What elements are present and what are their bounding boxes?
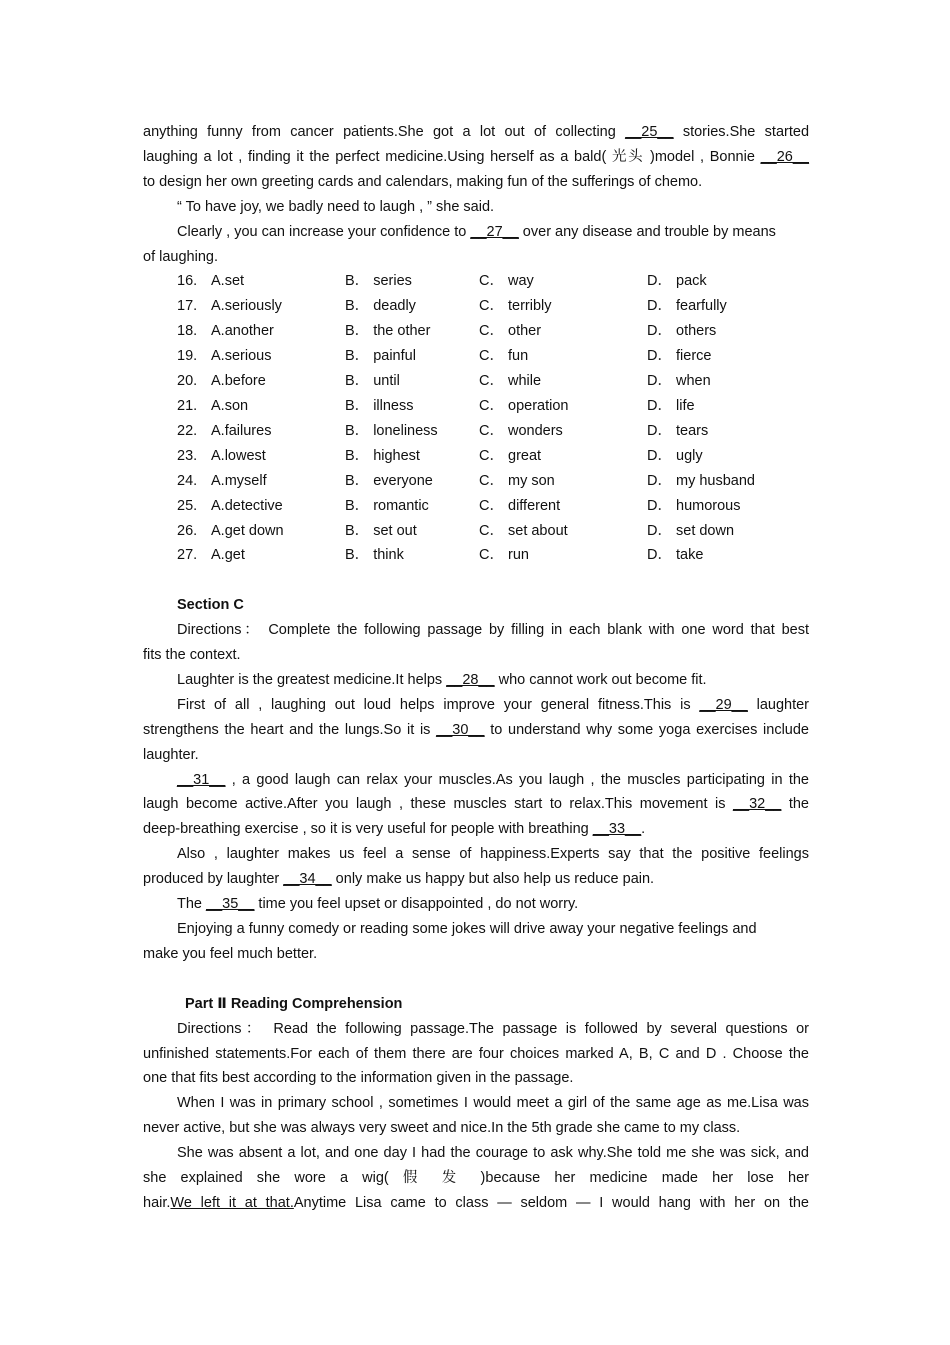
option-row: 18. A.another B． the other C． other D． others — [143, 319, 809, 344]
cloze-line: anything funny from cancer patients.She got a lot out of collecting __25__ stories.She started — [143, 124, 810, 140]
choice-a[interactable]: A.detective — [211, 497, 283, 514]
directions-line: one that fits best according to the information given in the passage. — [143, 1070, 574, 1087]
passage-line: Laughter is the greatest medicine.It helps __28__ who cannot work out become fit. — [177, 671, 707, 688]
blank-31[interactable]: __31__ — [177, 771, 226, 788]
choice-b[interactable]: B． think — [345, 547, 404, 564]
choice-c[interactable]: C． set about — [479, 522, 568, 539]
option-row: 16. A.set B． series C． way D． pack — [143, 269, 809, 294]
choice-b[interactable]: B． romantic — [345, 497, 429, 514]
choice-b[interactable]: B． illness — [345, 397, 414, 414]
passage-line: produced by laughter __34__ only make us happy but also help us reduce pain. — [143, 871, 655, 888]
choice-a[interactable]: A.lowest — [211, 447, 266, 464]
choice-c[interactable]: C． other — [479, 323, 542, 340]
option-row: 26. A.get down B． set out C． set about D． set down — [143, 519, 809, 544]
choice-a[interactable]: A.before — [211, 373, 266, 390]
choice-a[interactable]: A.set — [211, 273, 245, 290]
passage-line: laugh become active.After you laugh , these muscles start to relax.This movement is __32__ the — [143, 796, 810, 813]
reading-line: she explained she wore a wig( 假 发 )because her medicine made her lose her — [143, 1170, 809, 1187]
choice-c[interactable]: C． fun — [479, 348, 529, 365]
blank-32[interactable]: __32__ — [732, 796, 782, 813]
choice-b[interactable]: B． until — [345, 373, 400, 390]
choice-c[interactable]: C． great — [479, 447, 542, 464]
reading-line: hair.We left it at that.Anytime Lisa came to class — seldom — I would hang with her on the — [143, 1194, 809, 1211]
option-row: 22. A.failures B． loneliness C． wonders D． tears — [143, 419, 809, 444]
blank-29[interactable]: __29__ — [699, 696, 748, 713]
choice-c[interactable]: C． operation — [479, 397, 569, 414]
blank-35[interactable]: __35__ — [206, 896, 255, 913]
choice-c[interactable]: C． while — [479, 373, 542, 390]
choice-a[interactable]: A.get down — [211, 522, 284, 539]
option-row: 21. A.son B． illness C． operation D． life — [143, 394, 809, 419]
choice-d[interactable]: D． fierce — [647, 348, 712, 365]
blank-33[interactable]: __33__ — [592, 821, 642, 838]
option-row: 25. A.detective B． romantic C． different D． humorous — [143, 494, 809, 519]
choice-b[interactable]: B． painful — [345, 348, 416, 365]
choice-c[interactable]: C． my son — [479, 472, 555, 489]
directions-line: fits the context. — [143, 647, 241, 664]
cloze-line: to design her own greeting cards and calendars, making fun of the sufferings of chemo. — [143, 173, 703, 190]
choice-a[interactable]: A.get — [211, 547, 245, 564]
choice-a[interactable]: A.serious — [211, 348, 272, 365]
section-c-title: Section C — [177, 597, 244, 614]
reading-line: never active, but she was always very sweet and nice.In the 5th grade she came to my class. — [143, 1120, 741, 1137]
choice-d[interactable]: D． life — [647, 397, 695, 414]
choice-d[interactable]: D． fearfully — [647, 298, 727, 315]
passage-line: laughter. — [143, 746, 199, 763]
option-row: 24. A.myself B． everyone C． my son D． my husband — [143, 469, 809, 494]
passage-line: make you feel much better. — [143, 945, 318, 962]
choice-c[interactable]: C． way — [479, 273, 534, 290]
passage-line: strengthens the heart and the lungs.So it is __30__ to understand why some yoga exercises include — [143, 721, 809, 738]
passage-line: The __35__ time you feel upset or disappointed , do not worry. — [177, 896, 579, 913]
choice-c[interactable]: C． terribly — [479, 298, 552, 315]
choice-a[interactable]: A.son — [211, 397, 249, 414]
choice-b[interactable]: B． highest — [345, 447, 420, 464]
choice-c[interactable]: C． wonders — [479, 422, 563, 439]
choice-a[interactable]: A.another — [211, 323, 274, 340]
choice-c[interactable]: C． run — [479, 547, 529, 564]
blank-27[interactable]: __27__ — [470, 223, 519, 240]
choice-d[interactable]: D． when — [647, 373, 711, 390]
blank-30[interactable]: __30__ — [436, 721, 485, 738]
option-row: 23. A.lowest B． highest C． great D． ugly — [143, 444, 809, 469]
cloze-line: Clearly , you can increase your confidence to __27__ over any disease and trouble by means — [177, 223, 776, 240]
choice-a[interactable]: A.myself — [211, 472, 267, 489]
choice-b[interactable]: B． the other — [345, 323, 431, 340]
blank-26[interactable]: __26__ — [760, 148, 809, 165]
directions-line: Directions： Complete the following passage by filling in each blank with one word that best — [177, 622, 809, 639]
choice-a[interactable]: A.failures — [211, 422, 272, 439]
option-row: 27. A.get B． think C． run D． take — [143, 543, 809, 568]
choice-b[interactable]: B． everyone — [345, 472, 433, 489]
choice-d[interactable]: D． tears — [647, 422, 709, 439]
part-2-title: Part Ⅱ Reading Comprehension — [185, 995, 403, 1012]
passage-line: First of all , laughing out loud helps improve your general fitness.This is __29__ laughter — [177, 696, 809, 713]
passage-line: Also , laughter makes us feel a sense of happiness.Experts say that the positive feelings — [177, 846, 809, 863]
passage-line: Enjoying a funny comedy or reading some jokes will drive away your negative feelings and — [177, 920, 757, 937]
document-page — [143, 120, 809, 1216]
choice-d[interactable]: D． set down — [647, 522, 735, 539]
choice-d[interactable]: D． take — [647, 547, 704, 564]
blank-25[interactable]: __25__ — [625, 124, 674, 140]
choice-d[interactable]: D． pack — [647, 273, 707, 290]
choice-b[interactable]: B． series — [345, 273, 412, 290]
choice-d[interactable]: D． others — [647, 323, 717, 340]
choice-b[interactable]: B． set out — [345, 522, 417, 539]
options-list — [143, 269, 809, 568]
choice-b[interactable]: B． deadly — [345, 298, 416, 315]
underlined-phrase: We left it at that. — [170, 1194, 294, 1211]
blank-34[interactable]: __34__ — [283, 871, 332, 888]
cloze-line: laughing a lot , finding it the perfect medicine.Using herself as a bald( 光头 )model , Bonnie __26__ — [143, 148, 809, 165]
choice-c[interactable]: C． different — [479, 497, 561, 514]
reading-line: She was absent a lot, and one day I had the courage to ask why.She told me she was sick, and — [177, 1145, 809, 1162]
option-row: 17. A.seriously B． deadly C． terribly D． fearfully — [143, 294, 809, 319]
choice-d[interactable]: D． humorous — [647, 497, 741, 514]
passage-line: __31__ , a good laugh can relax your muscles.As you laugh , the muscles participating in the — [177, 771, 809, 788]
quote-line: “ To have joy, we badly need to laugh , ” she said. — [177, 198, 495, 215]
passage-line: deep-breathing exercise , so it is very useful for people with breathing __33__. — [143, 821, 646, 838]
cloze-line: of laughing. — [143, 248, 218, 265]
directions-line: unfinished statements.For each of them there are four choices marked A, B, C and D . Choose the — [143, 1045, 809, 1062]
option-row: 20. A.before B． until C． while D． when — [143, 369, 809, 394]
blank-28[interactable]: __28__ — [446, 671, 495, 688]
choice-b[interactable]: B． loneliness — [345, 422, 438, 439]
reading-line: When I was in primary school , sometimes I would meet a girl of the same age as me.Lisa was — [177, 1095, 809, 1112]
option-row: 19. A.serious B． painful C． fun D． fierce — [143, 344, 809, 369]
directions-line: Directions： Read the following passage.The passage is followed by several questions or — [177, 1020, 809, 1037]
choice-d[interactable]: D． my husband — [647, 472, 755, 489]
choice-d[interactable]: D． ugly — [647, 447, 703, 464]
choice-a[interactable]: A.seriously — [211, 298, 282, 315]
